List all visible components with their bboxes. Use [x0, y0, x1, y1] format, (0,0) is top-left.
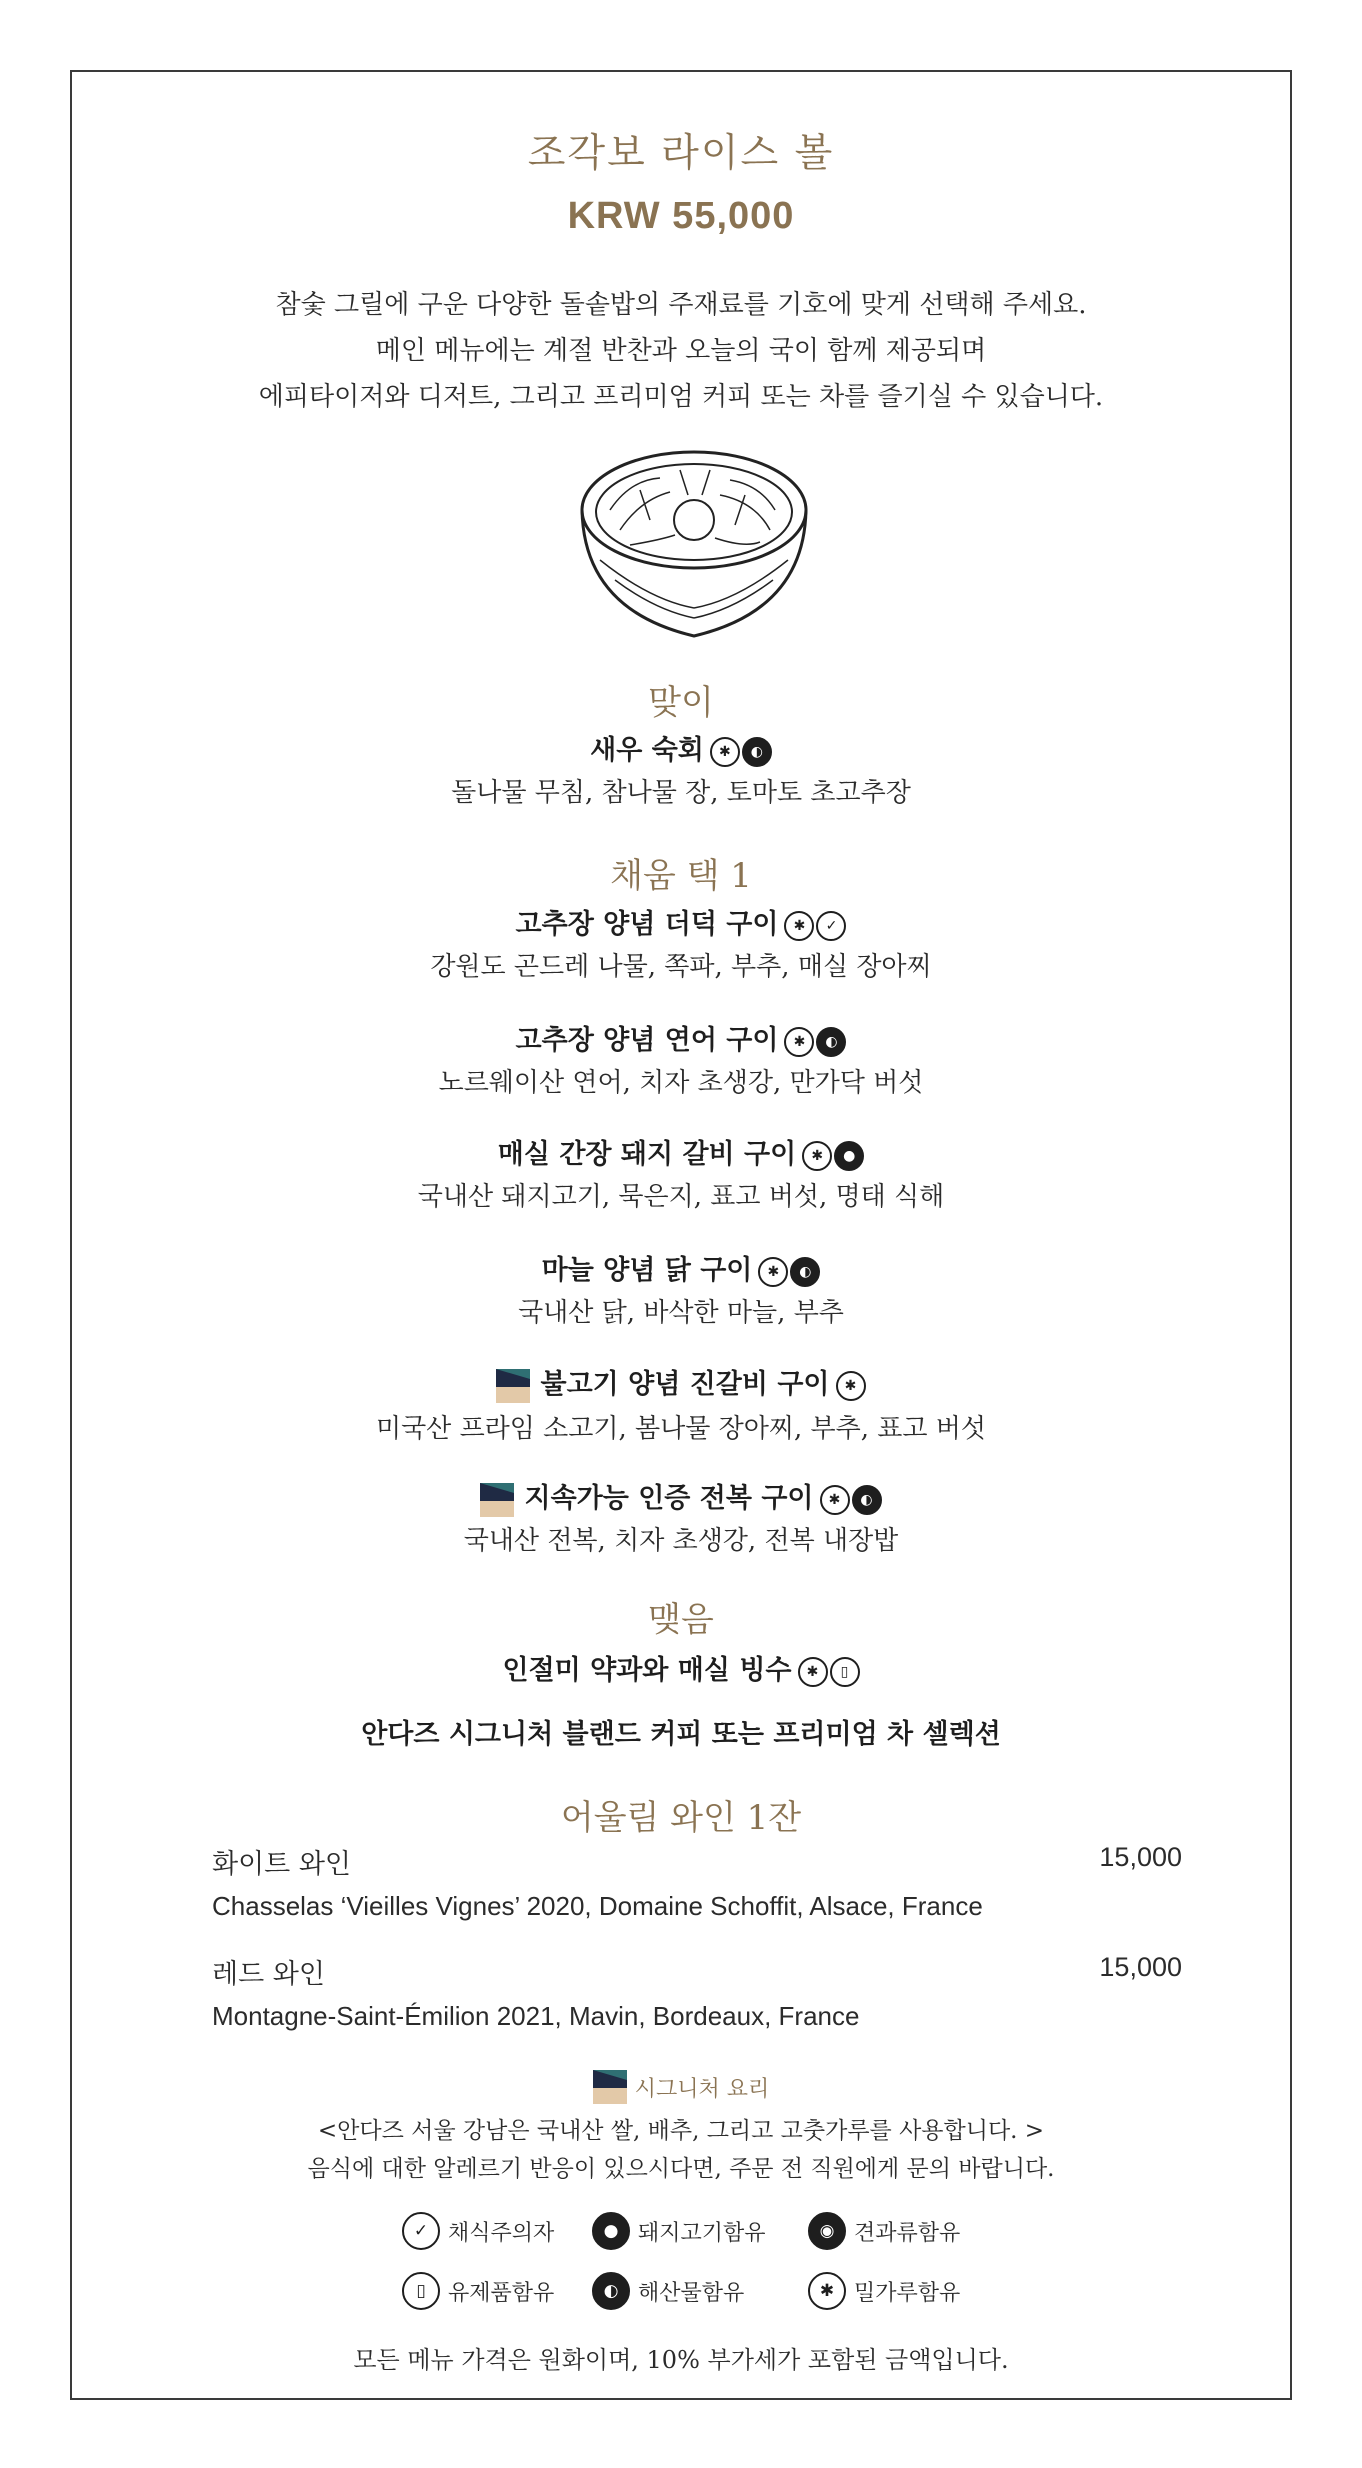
dessert-dish — [0, 1648, 1362, 1687]
vegetarian-icon: ✓ — [402, 2212, 440, 2250]
wine-price: 15,000 — [1099, 1952, 1182, 1982]
dish-name: 고추장 양념 연어 구이 — [515, 1025, 779, 1056]
dish-name: 고추장 양념 더덕 구이 — [515, 909, 779, 940]
allergy-note: 음식에 대한 알레르기 반응이 있으시다면, 주문 전 직원에게 문의 바랍니다. — [307, 2156, 1055, 2182]
dairy-icon: ▯ — [402, 2272, 440, 2310]
legend-item-vegetarian: ✓ 채식주의자 — [402, 2212, 554, 2250]
main-desc-2: 노르웨이산 연어, 치자 초생강, 만가닥 버섯 — [438, 1068, 924, 1098]
rice-bowl-illustration — [570, 440, 818, 650]
wine-label: 화이트 와인 — [212, 1849, 351, 1880]
section-title-starter: 맞이 — [648, 683, 714, 723]
wine-desc: Montagne-Saint-Émilion 2021, Mavin, Bordeaux, France — [212, 2001, 860, 2031]
intro-line-2: 메인 메뉴에는 계절 반찬과 오늘의 국이 함께 제공되며 — [375, 336, 987, 366]
pork-icon: ● — [592, 2212, 630, 2250]
section-title-wine: 어울림 와인 1잔 — [560, 1798, 802, 1838]
wine-label: 레드 와인 — [212, 1959, 325, 1990]
wheat-icon: ✱ — [802, 1141, 832, 1171]
legend-item-wheat: ✱ 밀가루함유 — [808, 2272, 960, 2310]
intro-line-3: 에피타이저와 디저트, 그리고 프리미엄 커피 또는 차를 즐기실 수 있습니다. — [258, 382, 1104, 412]
section-title-main: 채움 택 1 — [610, 856, 752, 896]
signature-label: 시그니처 요리 — [634, 2076, 770, 2102]
wheat-icon: ✱ — [710, 737, 740, 767]
section-title-dessert: 맺음 — [648, 1600, 714, 1640]
menu-frame — [70, 70, 1292, 2400]
seafood-icon: ◐ — [790, 1257, 820, 1287]
vegetarian-icon: ✓ — [816, 911, 846, 941]
dish-name: 매실 간장 돼지 갈비 구이 — [497, 1139, 797, 1170]
wine-item-red — [212, 1952, 1182, 2032]
wheat-icon: ✱ — [820, 1485, 850, 1515]
seafood-icon: ◐ — [852, 1485, 882, 1515]
dish-name: 지속가능 인증 전복 구이 — [524, 1483, 814, 1514]
dairy-icon: ▯ — [830, 1657, 860, 1687]
wheat-icon: ✱ — [798, 1657, 828, 1687]
dish-name: 인절미 약과와 매실 빙수 — [502, 1655, 792, 1686]
legend-item-dairy: ▯ 유제품함유 — [402, 2272, 554, 2310]
signature-icon — [480, 1483, 514, 1517]
wine-desc: Chasselas ‘Vieilles Vignes’ 2020, Domaine Schoffit, Alsace, France — [212, 1891, 983, 1921]
legend-item-pork: ● 돼지고기함유 — [592, 2212, 766, 2250]
wheat-icon: ✱ — [758, 1257, 788, 1287]
main-desc-5: 미국산 프라임 소고기, 봄나물 장아찌, 부추, 표고 버섯 — [375, 1414, 987, 1444]
main-dish-2 — [0, 1018, 1362, 1057]
main-dish-5 — [0, 1362, 1362, 1403]
dish-name: 불고기 양념 진갈비 구이 — [540, 1369, 830, 1400]
main-desc-4: 국내산 닭, 바삭한 마늘, 부추 — [518, 1298, 844, 1328]
main-desc-6: 국내산 전복, 치자 초생강, 전복 내장밥 — [463, 1526, 899, 1556]
main-desc-1: 강원도 곤드레 나물, 쪽파, 부추, 매실 장아찌 — [430, 952, 932, 982]
signature-icon — [496, 1369, 530, 1403]
seafood-icon: ◐ — [592, 2272, 630, 2310]
signature-icon — [593, 2070, 627, 2104]
legend-item-seafood: ◐ 해산물함유 — [592, 2272, 744, 2310]
signature-legend — [0, 2070, 1362, 2104]
menu-title: 조각보 라이스 볼 — [527, 131, 835, 176]
pork-icon: ● — [834, 1141, 864, 1171]
wheat-icon: ✱ — [784, 1027, 814, 1057]
ingredient-note: <안다즈 서울 강남은 국내산 쌀, 배추, 그리고 고춧가루를 사용합니다. > — [317, 2118, 1045, 2144]
wheat-icon: ✱ — [836, 1371, 866, 1401]
wheat-icon: ✱ — [808, 2272, 846, 2310]
menu-price: KRW 55,000 — [567, 195, 795, 237]
starter-desc: 돌나물 무침, 참나물 장, 토마토 초고추장 — [451, 778, 911, 808]
legend-item-nut: ◉ 견과류함유 — [808, 2212, 960, 2250]
main-dish-6 — [0, 1476, 1362, 1517]
tax-note: 모든 메뉴 가격은 원화이며, 10% 부가세가 포함된 금액입니다. — [353, 2346, 1009, 2374]
nut-icon: ◉ — [808, 2212, 846, 2250]
intro-line-1: 참숯 그릴에 구운 다양한 돌솥밥의 주재료를 기호에 맞게 선택해 주세요. — [275, 290, 1087, 320]
main-dish-1 — [0, 902, 1362, 941]
coffee-selection: 안다즈 시그니처 블랜드 커피 또는 프리미엄 차 셀렉션 — [361, 1719, 1001, 1750]
seafood-icon: ◐ — [742, 737, 772, 767]
wheat-icon: ✱ — [784, 911, 814, 941]
wine-item-white — [212, 1842, 1182, 1922]
main-dish-3 — [0, 1132, 1362, 1171]
dish-name: 새우 숙회 — [590, 735, 704, 766]
wine-price: 15,000 — [1099, 1842, 1182, 1872]
dish-name: 마늘 양념 닭 구이 — [541, 1255, 753, 1286]
seafood-icon: ◐ — [816, 1027, 846, 1057]
main-dish-4 — [0, 1248, 1362, 1287]
main-desc-3: 국내산 돼지고기, 묵은지, 표고 버섯, 명태 식해 — [417, 1182, 945, 1212]
starter-dish — [0, 728, 1362, 767]
